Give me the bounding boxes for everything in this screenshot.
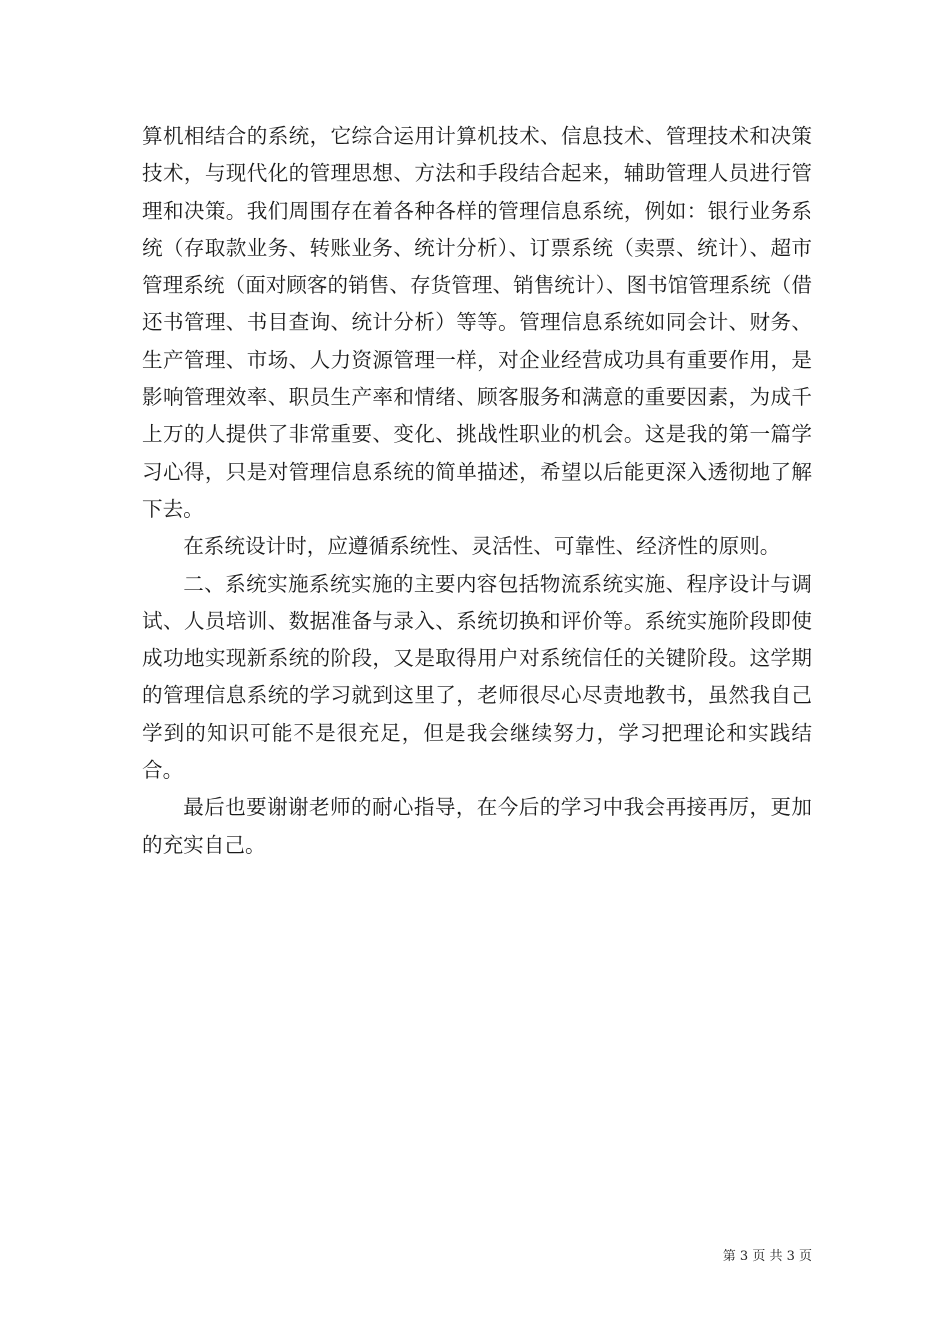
paragraph-1: 算机相结合的系统，它综合运用计算机技术、信息技术、管理技术和决策技术，与现代化的管理思想、方法和手段结合起来，辅助管理人员进行管理和决策。我们周围存在着各种各样的管理信息系统，例如：银行业务系统（存取款业务、转账业务、统计分析）、订票系统（卖票、统计）、超市管理系统（面对顾客的销售、存货管理、销售统计）、图书馆管理系统（借还书管理、书目查询、统计分析）等等。管理信息系统如同会计、财务、生产管理、市场、人力资源管理一样，对企业经营成功具有重要作用，是影响管理效率、职员生产率和情绪、顾客服务和满意的重要因素，为成千上万的人提供了非常重要、变化、挑战性职业的机会。这是我的第一篇学习心得，只是对管理信息系统的简单描述，希望以后能更深入透彻地了解下去。 (142, 124, 812, 521)
page-number-footer: 第 3 页 共 3 页 (722, 1249, 812, 1264)
paragraph-4: 最后也要谢谢老师的耐心指导，在今后的学习中我会再接再厉，更加的充实自己。 (142, 795, 812, 857)
paragraph-2: 在系统设计时，应遵循系统性、灵活性、可靠性、经济性的原则。 (183, 534, 781, 559)
paragraph-3: 二、系统实施系统实施的主要内容包括物流系统实施、程序设计与调试、人员培训、数据准备与录入、系统切换和评价等。系统实施阶段即使成功地实现新系统的阶段，又是取得用户对系统信任的关键阶段。这学期的管理信息系统的学习就到这里了，老师很尽心尽责地教书，虽然我自己学到的知识可能不是很充足，但是我会继续努力，学习把理论和实践结合。 (142, 571, 812, 783)
document-body (142, 118, 812, 864)
